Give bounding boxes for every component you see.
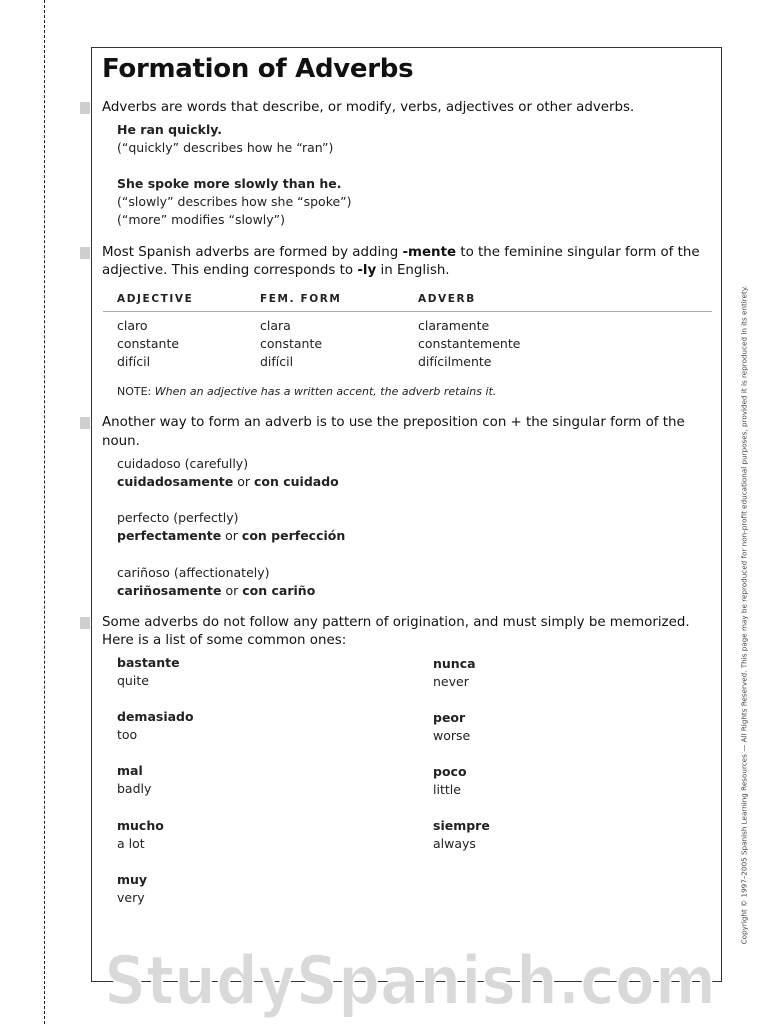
con-form: con cuidado bbox=[253, 474, 339, 489]
table-cell: claro bbox=[117, 318, 148, 333]
watermark-logo bbox=[100, 938, 720, 1021]
adverb-english: never bbox=[433, 674, 469, 689]
table-cell: constante bbox=[260, 336, 323, 351]
bullet-marker bbox=[80, 102, 90, 114]
copyright-text: Copyright © 1997–2005 Spanish Learning Resources — All Rights Reserved. This page may be reproduced for non-profit educational purposes, provided it is reproduced in its entirety. bbox=[739, 285, 749, 945]
text-fragment: to the feminine singular form of the bbox=[456, 245, 700, 260]
adverb-spanish: siempre bbox=[433, 818, 490, 833]
con-example-forms bbox=[117, 582, 315, 600]
suffix-mente: -mente bbox=[402, 245, 457, 260]
table-cell: constante bbox=[117, 336, 180, 351]
column-header-fem-form: FEM. FORM bbox=[260, 293, 342, 305]
adverb-english: quite bbox=[117, 673, 149, 688]
con-form: con cariño bbox=[242, 583, 316, 598]
section1-intro: Adverbs are words that describe, or modify, verbs, adjectives or other adverbs. bbox=[102, 100, 635, 115]
adverb-english: little bbox=[433, 782, 461, 797]
section3-line2: noun. bbox=[102, 434, 140, 449]
adverb-english: a lot bbox=[117, 836, 145, 851]
example-sentence-2: She spoke more slowly than he. bbox=[117, 176, 342, 191]
section2-line2 bbox=[102, 262, 450, 280]
text-fragment: Most Spanish adverbs are formed by adding bbox=[102, 245, 403, 260]
con-example-forms bbox=[117, 527, 345, 545]
column-header-adverb: ADVERB bbox=[418, 293, 476, 305]
suffix-ly: -ly bbox=[357, 263, 377, 278]
adverb-english: too bbox=[117, 727, 138, 742]
section2-line1 bbox=[102, 244, 700, 262]
bullet-marker bbox=[80, 417, 90, 429]
section3-line1: Another way to form an adverb is to use the preposition con + the singular form of the bbox=[102, 415, 685, 430]
table-cell: clara bbox=[260, 318, 291, 333]
copyright-notice bbox=[738, 285, 750, 945]
con-example-word: cariñoso (affectionately) bbox=[117, 565, 270, 580]
con-example-word: perfecto (perfectly) bbox=[117, 510, 239, 525]
adverb-form: cariñosamente bbox=[117, 583, 222, 598]
adverb-spanish: muy bbox=[117, 872, 148, 887]
table-cell: difícil bbox=[117, 354, 151, 369]
example-note-1: (“quickly” describes how he “ran”) bbox=[117, 140, 334, 155]
section4-line1: Some adverbs do not follow any pattern of origination, and must simply be memorized. bbox=[102, 615, 690, 630]
adverb-spanish: bastante bbox=[117, 655, 180, 670]
adverb-english: worse bbox=[433, 728, 471, 743]
adverb-spanish: mucho bbox=[117, 818, 164, 833]
adverb-spanish: peor bbox=[433, 710, 466, 725]
cut-line bbox=[44, 0, 45, 1024]
table-cell: claramente bbox=[418, 318, 490, 333]
bullet-marker bbox=[80, 247, 90, 259]
table-divider bbox=[103, 311, 712, 312]
example-note-2a: (“slowly” describes how she “spoke”) bbox=[117, 194, 352, 209]
adverb-spanish: nunca bbox=[433, 656, 476, 671]
text-fragment: adjective. This ending corresponds to bbox=[102, 263, 358, 278]
example-note-2b: (“more” modifies “slowly”) bbox=[117, 212, 286, 227]
accent-note bbox=[117, 383, 496, 401]
table-cell: difícilmente bbox=[418, 354, 492, 369]
table-cell: constantemente bbox=[418, 336, 521, 351]
adverb-english: badly bbox=[117, 781, 152, 796]
bullet-marker bbox=[80, 617, 90, 629]
table-cell: difícil bbox=[260, 354, 294, 369]
con-example-word: cuidadoso (carefully) bbox=[117, 456, 249, 471]
note-label: NOTE: bbox=[117, 385, 155, 398]
page-title: Formation of Adverbs bbox=[102, 54, 414, 84]
con-example-forms bbox=[117, 473, 339, 491]
text-fragment: in English. bbox=[376, 263, 450, 278]
watermark-text: StudySpanish.com bbox=[104, 942, 716, 1021]
section4-line2: Here is a list of some common ones: bbox=[102, 633, 347, 648]
column-header-adjective: ADJECTIVE bbox=[117, 293, 194, 305]
adverb-spanish: demasiado bbox=[117, 709, 194, 724]
note-text: When an adjective has a written accent, the adverb retains it. bbox=[154, 385, 497, 398]
adverb-form: cuidadosamente bbox=[117, 474, 234, 489]
or-word: or bbox=[221, 528, 242, 543]
example-sentence-1: He ran quickly. bbox=[117, 122, 223, 137]
adverb-spanish: poco bbox=[433, 764, 467, 779]
adverb-spanish: mal bbox=[117, 763, 143, 778]
or-word: or bbox=[221, 583, 243, 598]
adverb-form: perfectamente bbox=[117, 528, 222, 543]
adverb-english: very bbox=[117, 890, 145, 905]
con-form: con perfección bbox=[241, 528, 346, 543]
or-word: or bbox=[233, 474, 254, 489]
adverb-english: always bbox=[433, 836, 476, 851]
